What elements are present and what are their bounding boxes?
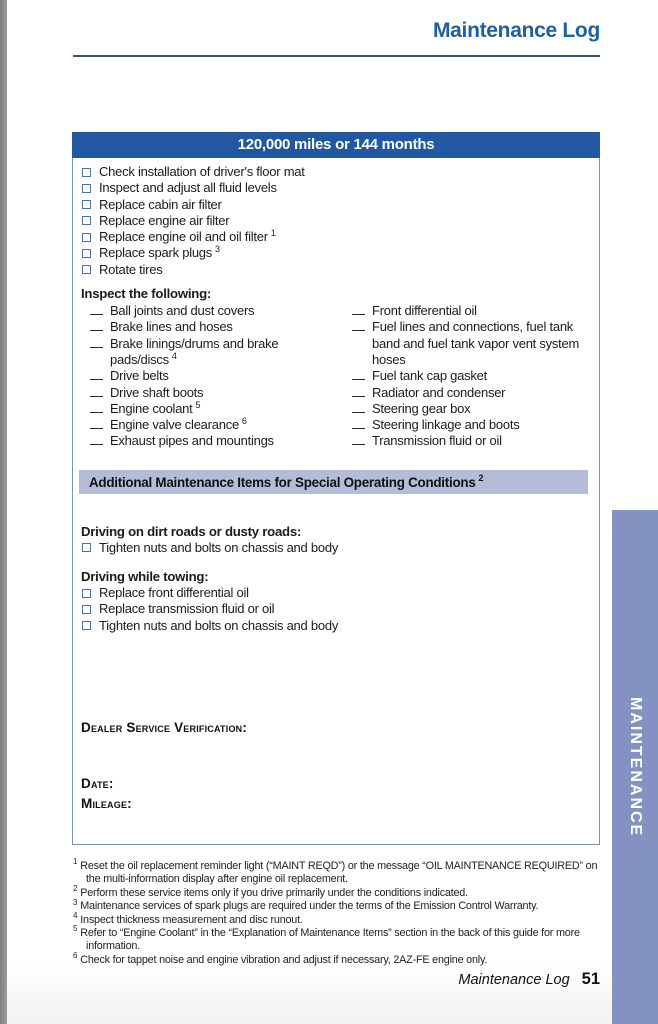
checkbox-icon bbox=[82, 249, 91, 258]
list-item bbox=[81, 433, 343, 449]
list-item bbox=[81, 319, 343, 335]
fill-in-blank bbox=[352, 314, 365, 315]
fill-in-blank bbox=[352, 379, 365, 380]
fill-in-blank bbox=[90, 330, 103, 331]
inspect-item-label: Brake lines and hoses bbox=[110, 319, 233, 335]
list-item bbox=[81, 585, 591, 601]
fill-in-blank bbox=[90, 428, 103, 429]
inspect-item-label: Engine coolant $^5$ bbox=[110, 399, 201, 416]
list-item bbox=[81, 401, 343, 417]
inspect-item-label: Ball joints and dust covers bbox=[110, 303, 255, 319]
footnote: $^3$ Maintenance services of spark plugs are required under the terms of the Emission Control Warranty. bbox=[73, 897, 539, 913]
list-item bbox=[81, 368, 343, 384]
list-item bbox=[81, 262, 591, 278]
list-item bbox=[81, 213, 591, 229]
checkbox-icon bbox=[82, 184, 91, 193]
checklist-item-label: Replace engine oil and oil filter $^1$ bbox=[99, 227, 276, 245]
additional-items-banner bbox=[79, 470, 588, 494]
checklist-item-label: Tighten nuts and bolts on chassis and body bbox=[99, 539, 339, 555]
checklist-item-label: Replace front differential oil bbox=[99, 585, 249, 601]
inspect-column-left bbox=[81, 303, 343, 450]
fill-in-blank bbox=[352, 396, 365, 397]
fill-in-blank bbox=[90, 347, 103, 348]
list-item bbox=[343, 319, 591, 368]
checklist-item-label: Replace cabin air filter bbox=[99, 196, 222, 212]
inspect-columns bbox=[81, 303, 591, 450]
inspect-item-label: Drive belts bbox=[110, 368, 169, 384]
checkbox-icon bbox=[82, 589, 91, 598]
condition-section-towing bbox=[81, 568, 591, 634]
footnote-ref: 1 bbox=[270, 227, 276, 238]
list-item bbox=[81, 245, 591, 261]
condition-checklist bbox=[81, 585, 591, 634]
footnote-ref: 5 bbox=[195, 399, 201, 410]
schedule-box-body bbox=[73, 158, 599, 811]
maintenance-section-tab-label: MAINTENANCE bbox=[627, 696, 644, 838]
inspect-item-label: Radiator and condenser bbox=[372, 384, 506, 400]
page-number: 51 bbox=[581, 970, 600, 988]
list-item bbox=[343, 303, 591, 319]
maintenance-checklist bbox=[81, 164, 591, 278]
page-left-edge bbox=[0, 0, 7, 1024]
footnotes bbox=[73, 857, 610, 967]
list-item bbox=[81, 618, 591, 634]
fill-in-blank bbox=[90, 444, 103, 445]
checklist-item-label: Replace spark plugs $^3$ bbox=[99, 244, 220, 261]
footnote: $^5$ Refer to “Engine Coolant” in the “Explanation of Maintenance Items” section in the back of this guide for more information. bbox=[73, 924, 580, 953]
list-item bbox=[81, 180, 591, 196]
inspect-item-label: Fuel tank cap gasket bbox=[372, 368, 487, 384]
inspect-heading: Inspect the following: bbox=[81, 286, 212, 302]
list-item bbox=[343, 433, 591, 449]
checkbox-icon bbox=[82, 605, 91, 614]
date-label: Date: bbox=[81, 775, 114, 791]
inspect-item-label: Transmission fluid or oil bbox=[372, 433, 502, 449]
checkbox-icon bbox=[82, 168, 91, 177]
footnote: $^4$ Inspect thickness measurement and disc runout. bbox=[73, 911, 303, 926]
inspect-column-right bbox=[343, 303, 591, 450]
interval-banner: 120,000 miles or 144 months bbox=[72, 132, 600, 158]
condition-heading: Driving while towing: bbox=[81, 569, 209, 585]
list-item bbox=[81, 385, 343, 401]
dealer-verification-section bbox=[81, 720, 591, 811]
mileage-label: Mileage: bbox=[81, 795, 132, 811]
list-item bbox=[343, 417, 591, 433]
list-item bbox=[81, 303, 343, 319]
fill-in-blank bbox=[352, 444, 365, 445]
checkbox-icon bbox=[82, 233, 91, 242]
inspect-item-label: Brake linings/drums and brake pads/discs $^4$ bbox=[110, 335, 279, 367]
list-item bbox=[343, 401, 591, 417]
maintenance-section-tab bbox=[612, 510, 658, 1024]
list-item bbox=[343, 385, 591, 401]
footnote-ref: 3 bbox=[215, 244, 220, 255]
list-item bbox=[81, 336, 343, 369]
page-footer bbox=[458, 970, 600, 989]
list-item bbox=[81, 164, 591, 180]
checklist-item-label: Inspect and adjust all fluid levels bbox=[99, 180, 277, 196]
footnote: $^1$ Reset the oil replacement reminder light (“MAINT REQD”) or the message “OIL MAINTENANCE REQUIRED” on the multi-information display after engine oil replacement. bbox=[73, 857, 598, 886]
checklist-item-label: Check installation of driver's floor mat bbox=[99, 164, 305, 179]
list-item bbox=[81, 229, 591, 245]
condition-section-dirt-roads bbox=[81, 523, 591, 556]
footnote: $^6$ Check for tappet noise and engine vibration and adjust if necessary, 2AZ-FE engine only. bbox=[73, 951, 488, 966]
header-rule bbox=[73, 55, 600, 57]
maintenance-schedule-box bbox=[72, 132, 600, 845]
page-title: Maintenance Log bbox=[432, 19, 600, 42]
list-item bbox=[81, 197, 591, 213]
footnote-ref: 2 bbox=[478, 473, 484, 484]
fill-in-blank bbox=[90, 396, 103, 397]
checklist-item-label: Replace transmission fluid or oil bbox=[99, 601, 275, 617]
footnote-ref: 4 bbox=[171, 350, 177, 361]
inspect-item-label: Fuel lines and connections, fuel tank band and fuel tank vapor vent system hoses bbox=[372, 319, 580, 367]
fill-in-blank bbox=[90, 314, 103, 315]
dealer-service-verification-label: Dealer Service Verification: bbox=[81, 719, 248, 735]
fill-in-blank bbox=[90, 379, 103, 380]
fill-in-blank bbox=[90, 412, 103, 413]
inspect-item-label: Steering gear box bbox=[372, 400, 471, 416]
fill-in-blank bbox=[352, 428, 365, 429]
checklist-item-label: Tighten nuts and bolts on chassis and body bbox=[99, 617, 339, 633]
footnote: $^2$ Perform these service items only if you drive primarily under the conditions indicated. bbox=[73, 884, 468, 899]
list-item bbox=[343, 368, 591, 384]
condition-checklist bbox=[81, 540, 591, 556]
footnote-ref: 6 bbox=[241, 415, 247, 426]
inspect-item-label: Exhaust pipes and mountings bbox=[110, 433, 274, 449]
fill-in-blank bbox=[352, 412, 365, 413]
list-item bbox=[81, 417, 343, 433]
inspect-item-label: Steering linkage and boots bbox=[372, 417, 520, 433]
checkbox-icon bbox=[82, 543, 91, 552]
list-item bbox=[81, 540, 591, 556]
fill-in-blank bbox=[352, 330, 365, 331]
checkbox-icon bbox=[82, 216, 91, 225]
checkbox-icon bbox=[82, 265, 91, 274]
inspect-item-label: Front differential oil bbox=[372, 303, 477, 319]
inspect-item-label: Drive shaft boots bbox=[110, 384, 204, 400]
list-item bbox=[81, 601, 591, 617]
inspect-item-label: Engine valve clearance $^6$ bbox=[110, 415, 247, 433]
checklist-item-label: Rotate tires bbox=[99, 261, 163, 277]
checkbox-icon bbox=[82, 621, 91, 630]
additional-items-banner-label: Additional Maintenance Items for Special Operating Conditions $^2$ bbox=[89, 473, 484, 490]
checklist-item-label: Replace engine air filter bbox=[99, 212, 230, 228]
checkbox-icon bbox=[82, 200, 91, 209]
condition-heading: Driving on dirt roads or dusty roads: bbox=[81, 523, 302, 539]
footer-section-label: Maintenance Log bbox=[458, 972, 570, 988]
